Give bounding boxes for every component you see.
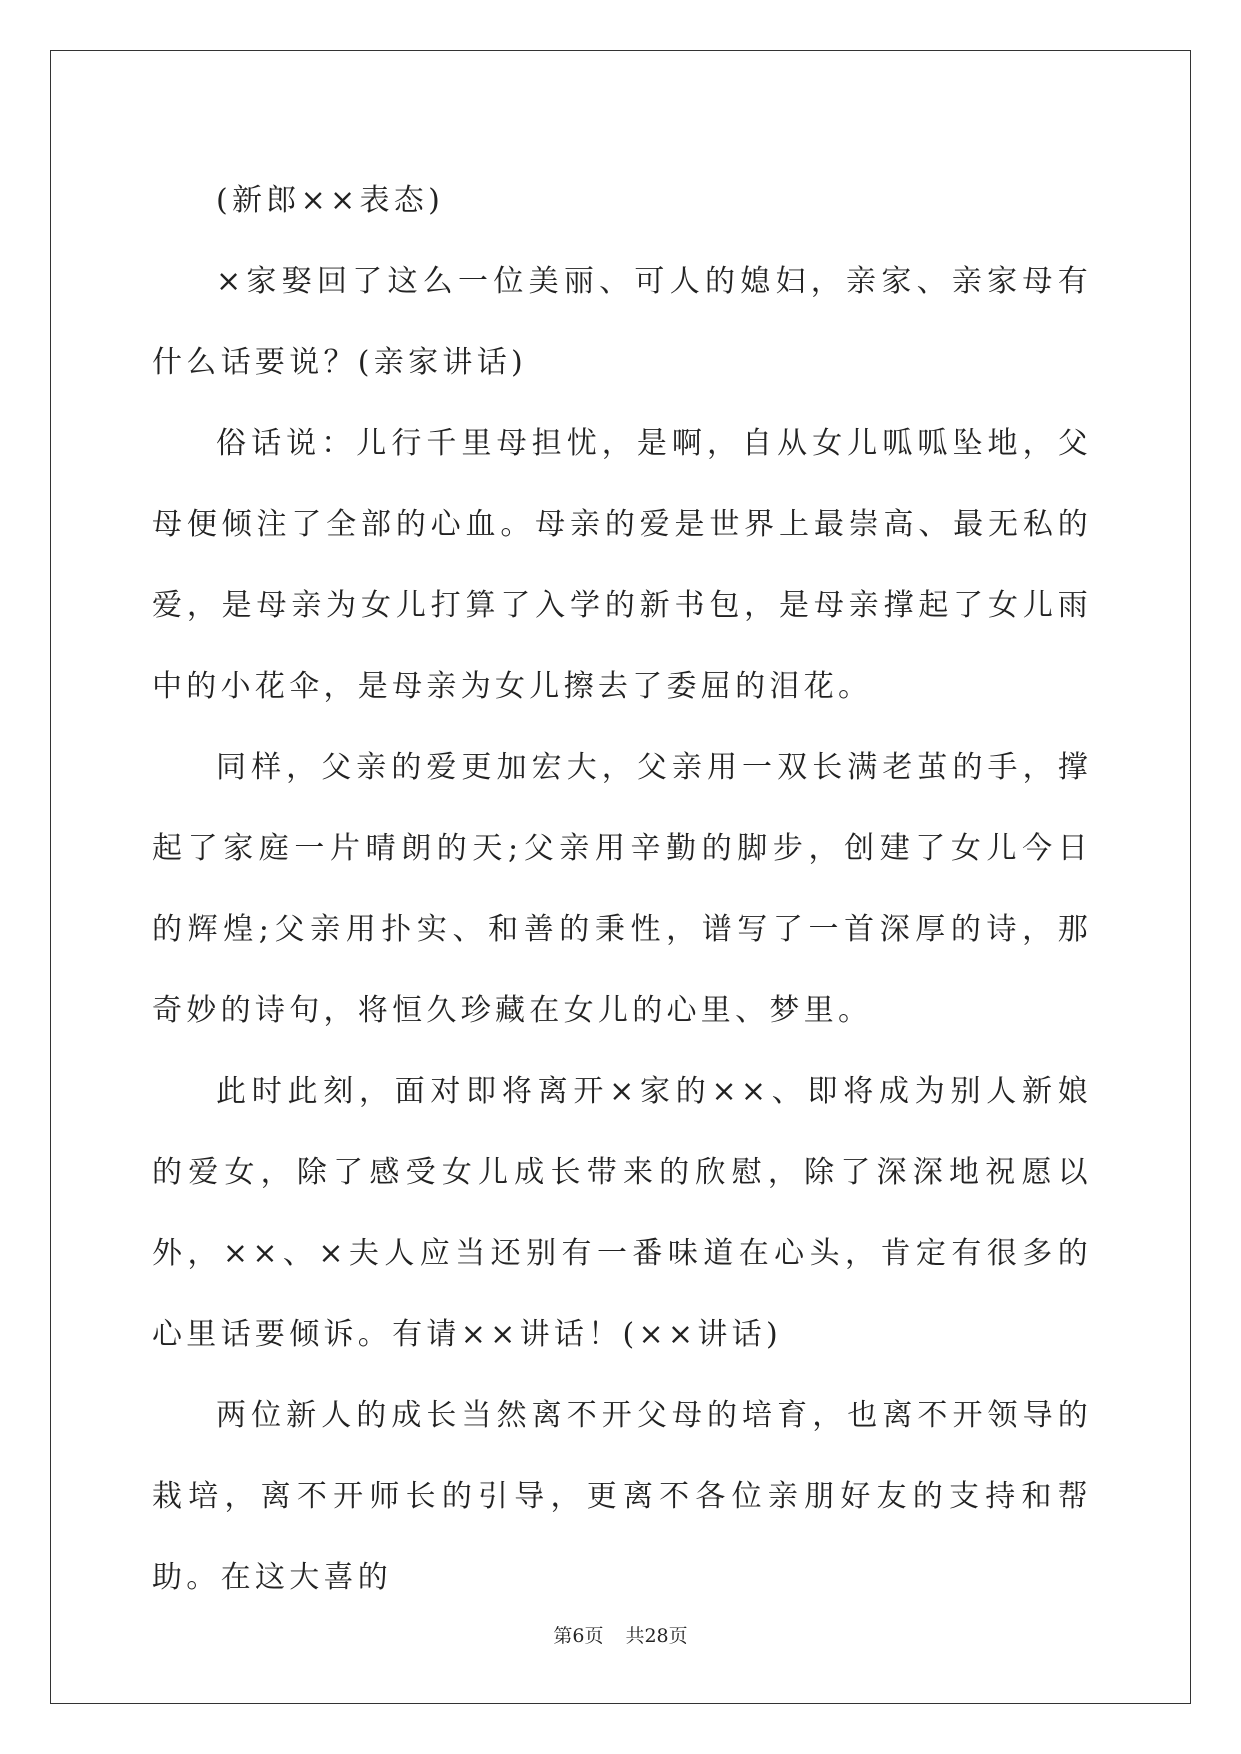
page-number: 第6页 bbox=[553, 1625, 604, 1647]
page-total: 共28页 bbox=[625, 1625, 688, 1647]
paragraph: 此时此刻，面对即将离开×家的××、即将成为别人新娘的爱女，除了感受女儿成长带来的欣慰，除了深深地祝愿以外，××、×夫人应当还别有一番味道在心头，肯定有很多的心里话要倾诉。有请××讲话！(××讲话) bbox=[152, 1074, 1092, 1352]
paragraph: (新郎××表态) bbox=[216, 183, 445, 218]
paragraph: 两位新人的成长当然离不开父母的培育，也离不开领导的栽培，离不开师长的引导，更离不各位亲朋好友的支持和帮助。在这大喜的 bbox=[152, 1398, 1092, 1595]
document-body bbox=[152, 160, 1092, 1618]
paragraph: 俗话说：儿行千里母担忧，是啊，自从女儿呱呱坠地，父母便倾注了全部的心血。母亲的爱是世界上最崇高、最无私的爱，是母亲为女儿打算了入学的新书包，是母亲撑起了女儿雨中的小花伞，是母亲为女儿擦去了委屈的泪花。 bbox=[152, 426, 1092, 704]
paragraph: 同样，父亲的爱更加宏大，父亲用一双长满老茧的手，撑起了家庭一片晴朗的天;父亲用辛勤的脚步，创建了女儿今日的辉煌;父亲用扑实、和善的秉性，谱写了一首深厚的诗，那奇妙的诗句，将恒久珍藏在女儿的心里、梦里。 bbox=[152, 750, 1092, 1028]
page-footer bbox=[0, 1621, 1241, 1648]
paragraph: ×家娶回了这么一位美丽、可人的媳妇，亲家、亲家母有什么话要说？(亲家讲话) bbox=[152, 264, 1092, 380]
